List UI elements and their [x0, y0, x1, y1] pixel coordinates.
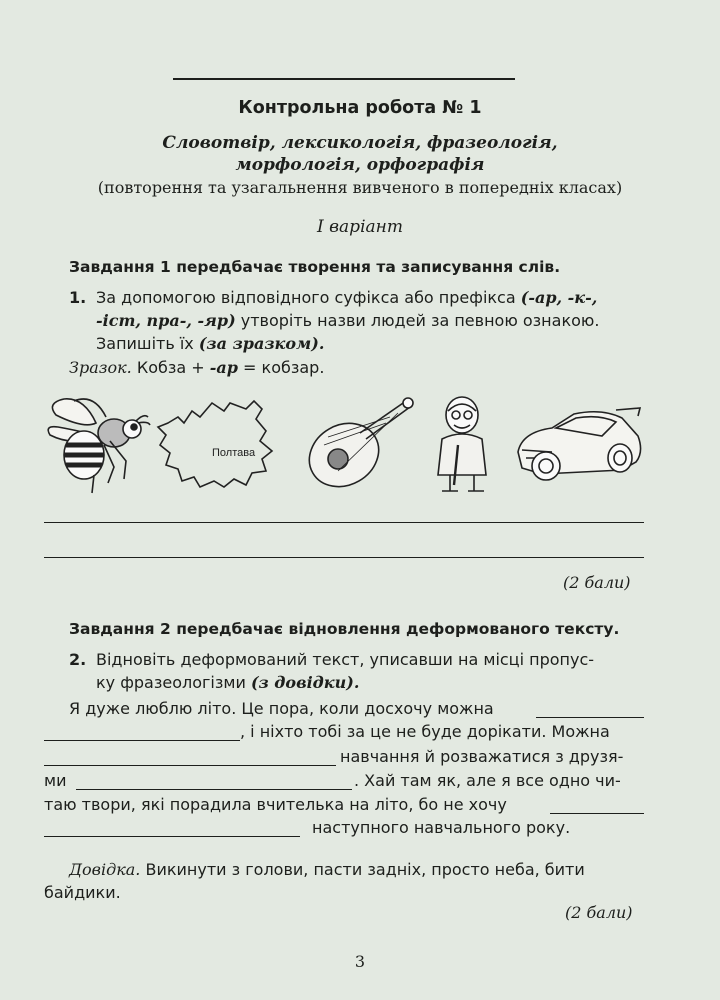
- hint-label: Довідка.: [69, 860, 141, 879]
- page-number: 3: [354, 952, 366, 971]
- text-line-5: таю твори, які порадила вчителька на літо, бо не хочу: [44, 795, 507, 814]
- task1-number: 1.: [69, 288, 87, 307]
- task1-line-3-text: Запишіть їх: [96, 334, 199, 353]
- answer-line-2[interactable]: [44, 557, 644, 558]
- sample-suffix: -ар: [209, 358, 238, 377]
- page-title: Контрольна робота № 1: [238, 98, 482, 118]
- task1-line-3: [96, 334, 324, 353]
- text-line-1: [69, 699, 494, 718]
- text-line-4a: ми: [44, 771, 67, 790]
- task1-suffixes-b: -іст, пра-, -яр): [96, 311, 236, 330]
- blank-3[interactable]: [76, 789, 352, 790]
- topic-line-1: Словотвір, лексикологія, фразеологія,: [162, 133, 558, 153]
- task2-heading: Завдання 2 передбачає відновлення деформованого тексту.: [69, 620, 620, 638]
- task2-line-1: Відновіть деформований текст, уписавши на місці пропус-: [96, 650, 595, 669]
- map-label: Полтава: [212, 447, 256, 459]
- hint-text-1: Викинути з голови, пасти задніх, просто неба, бити: [140, 860, 585, 879]
- map-icon: [154, 393, 284, 493]
- sample-label: Зразок.: [69, 358, 132, 377]
- blank-2[interactable]: [44, 765, 336, 766]
- answer-line-1[interactable]: [44, 522, 644, 523]
- task1-line-1: [96, 288, 597, 307]
- grandfather-icon: [428, 395, 498, 495]
- text-line-4b: . Хай там як, але я все одно чи-: [354, 771, 621, 790]
- blank-4b[interactable]: [44, 836, 300, 837]
- task2-line-2: [96, 673, 359, 692]
- sample-text-c: = кобзар.: [237, 358, 325, 377]
- topic-line-2: морфологія, орфографія: [235, 155, 485, 175]
- task1-line-2-text: утворіть назви людей за певною ознакою.: [235, 311, 600, 330]
- subtitle: (повторення та узагальнення вивченого в попередніх класах): [97, 178, 623, 197]
- blank-1b[interactable]: [44, 740, 240, 741]
- task1-points: (2 бали): [563, 573, 631, 592]
- text-line-3: навчання й розважатися з друзя-: [340, 747, 624, 766]
- task2-number: 2.: [69, 650, 87, 669]
- bee-icon: [44, 395, 154, 500]
- task1-line-1-text: За допомогою відповідного суфікса або префікса: [96, 288, 521, 307]
- task1-heading: Завдання 1 передбачає творення та записування слів.: [69, 258, 561, 276]
- task2-points: (2 бали): [565, 903, 633, 922]
- task1-suffixes-a: (-ар, -к-,: [520, 288, 598, 307]
- task1-sample-hint: (за зразком).: [198, 334, 325, 353]
- hint-line-1: [69, 860, 585, 879]
- kobza-icon: [298, 393, 418, 493]
- task2-line-2-text: ку фразеологізми: [96, 673, 251, 692]
- hint-line-2: байдики.: [44, 883, 121, 902]
- top-rule: [173, 78, 515, 80]
- car-icon: [512, 400, 647, 490]
- blank-1a[interactable]: [536, 717, 644, 718]
- text-line-6: наступного навчального року.: [312, 818, 571, 837]
- blank-4a[interactable]: [550, 813, 644, 814]
- task2-hint-ref: (з довідки).: [250, 673, 360, 692]
- sample-text-a: Кобза +: [131, 358, 210, 377]
- task1-line-2: [96, 311, 599, 330]
- text-line-1-text: Я дуже люблю літо. Це пора, коли досхочу можна: [69, 699, 494, 718]
- text-line-2: , і ніхто тобі за це не буде дорікати. Можна: [240, 722, 610, 741]
- variant-label: І варіант: [317, 217, 403, 237]
- task1-sample: [69, 358, 324, 377]
